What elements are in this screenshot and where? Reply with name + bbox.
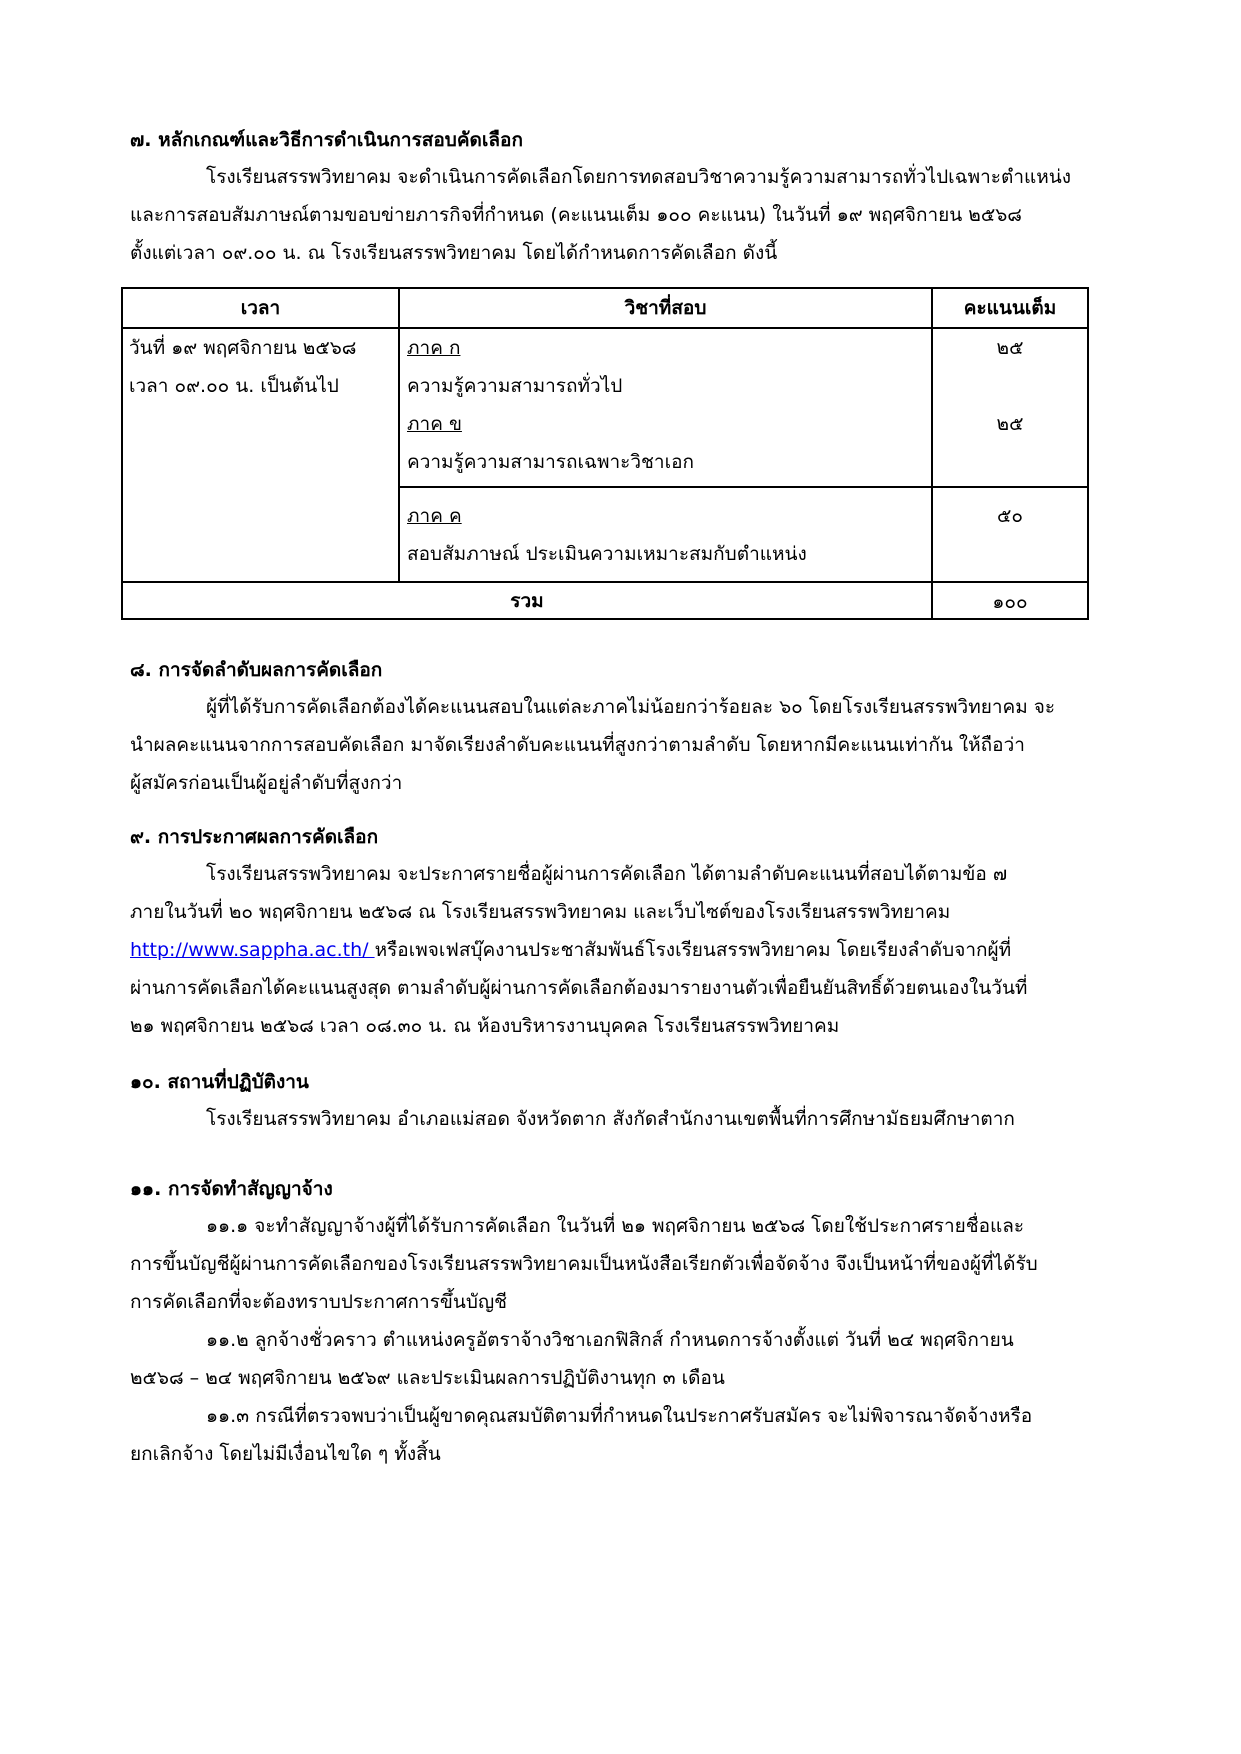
part-c-label: ภาค ค — [407, 505, 462, 527]
section-10-line: โรงเรียนสรรพวิทยาคม อำเภอแม่สอด จังหวัดตาก สังกัดสำนักงานเขตพื้นที่การศึกษามัธยมศึกษาตาก — [206, 1108, 1015, 1130]
header-time: เวลา — [240, 297, 281, 319]
part-a-score: ๒๕ — [996, 337, 1024, 359]
section-8-heading: ๘. การจัดลำดับผลการคัดเลือก — [130, 659, 383, 681]
section-7-line: และการสอบสัมภาษณ์ตามขอบข่ายภารกิจที่กำหนด (คะแนนเต็ม ๑๐๐ คะแนน) ในวันที่ ๑๙ พฤศจิกายน ๒๕๖๘ — [130, 204, 1022, 226]
section-9-line: ๒๑ พฤศจิกายน ๒๕๖๘ เวลา ๐๘.๓๐ น. ณ ห้องบริหารงานบุคคล โรงเรียนสรรพวิทยาคม — [130, 1015, 840, 1037]
section-7-body — [130, 158, 1120, 272]
exam-schedule-table — [121, 287, 1089, 620]
section-11-line: ๑๑.๑ จะทำสัญญาจ้างผู้ที่ได้รับการคัดเลือก ในวันที่ ๒๑ พฤศจิกายน ๒๕๖๘ โดยใช้ประกาศรายชื่อและ — [206, 1215, 1025, 1237]
section-11-line: ๒๕๖๘ – ๒๔ พฤศจิกายน ๒๕๖๙ และประเมินผลการปฏิบัติงานทุก ๓ เดือน — [130, 1367, 725, 1389]
exam-time: เวลา ๐๙.๐๐ น. เป็นต้นไป — [129, 375, 339, 397]
section-10-heading: ๑๐. สถานที่ปฏิบัติงาน — [130, 1071, 309, 1093]
table-border — [398, 287, 400, 583]
section-8-body — [130, 688, 1120, 802]
total-score: ๑๐๐ — [992, 591, 1028, 613]
section-11-line: การคัดเลือกที่จะต้องทราบประกาศการขึ้นบัญชี — [130, 1291, 508, 1313]
section-10-body — [130, 1100, 1120, 1138]
section-9-line: โรงเรียนสรรพวิทยาคม จะประกาศรายชื่อผู้ผ่านการคัดเลือก ได้ตามลำดับคะแนนที่สอบได้ตามข้อ ๗ — [206, 863, 1008, 885]
section-11-line: การขึ้นบัญชีผู้ผ่านการคัดเลือกของโรงเรียนสรรพวิทยาคมเป็นหนังสือเรียกตัวเพื่อจัดจ้าง จึงเป็นหน้าที่ของผู้ที่ได้รับ — [130, 1253, 1038, 1275]
section-7-line: ตั้งแต่เวลา ๐๙.๐๐ น. ณ โรงเรียนสรรพวิทยาคม โดยได้กำหนดการคัดเลือก ดังนี้ — [130, 242, 778, 264]
section-11-line: ๑๑.๓ กรณีที่ตรวจพบว่าเป็นผู้ขาดคุณสมบัติตามที่กำหนดในประกาศรับสมัคร จะไม่พิจารณาจัดจ้างหรือ — [206, 1405, 1033, 1427]
section-11-body — [130, 1207, 1120, 1473]
section-7-heading: ๗. หลักเกณฑ์และวิธีการดำเนินการสอบคัดเลือก — [130, 129, 523, 151]
part-c-score: ๕๐ — [997, 505, 1023, 527]
part-c-subject: สอบสัมภาษณ์ ประเมินความเหมาะสมกับตำแหน่ง — [407, 543, 807, 565]
table-border — [121, 287, 123, 620]
table-border — [398, 486, 1089, 488]
section-11-line: ๑๑.๒ ลูกจ้างชั่วคราว ตำแหน่งครูอัตราจ้างวิชาเอกฟิสิกส์ กำหนดการจ้างตั้งแต่ วันที่ ๒๔ พฤศจิกายน — [206, 1329, 1014, 1351]
section-9-line-text: หรือเพจเฟสบุ๊คงานประชาสัมพันธ์โรงเรียนสรรพวิทยาคม โดยเรียงลำดับจากผู้ที่ — [374, 939, 1012, 961]
part-b-label: ภาค ข — [407, 413, 462, 435]
section-9-line — [130, 931, 1120, 969]
table-border — [1087, 287, 1089, 620]
part-a-label: ภาค ก — [407, 337, 461, 359]
part-b-score: ๒๕ — [996, 413, 1024, 435]
header-full-score: คะแนนเต็ม — [963, 297, 1057, 319]
section-7-line: โรงเรียนสรรพวิทยาคม จะดำเนินการคัดเลือกโดยการทดสอบวิชาความรู้ความสามารถทั่วไปเฉพาะตำแหน่ง — [206, 166, 1072, 188]
section-9-line: ภายในวันที่ ๒๐ พฤศจิกายน ๒๕๖๘ ณ โรงเรียนสรรพวิทยาคม และเว็บไซต์ของโรงเรียนสรรพวิทยาคม — [130, 901, 951, 923]
section-8-line: นำผลคะแนนจากการสอบคัดเลือก มาจัดเรียงลำดับคะแนนที่สูงกว่าตามลำดับ โดยหากมีคะแนนเท่ากัน ให้ถือว่า — [130, 734, 1025, 756]
section-8-line: ผู้สมัครก่อนเป็นผู้อยู่ลำดับที่สูงกว่า — [130, 772, 403, 794]
total-label: รวม — [510, 590, 544, 612]
exam-date: วันที่ ๑๙ พฤศจิกายน ๒๕๖๘ — [129, 337, 357, 359]
section-9-body — [130, 855, 1120, 1045]
section-11-line: ยกเลิกจ้าง โดยไม่มีเงื่อนไขใด ๆ ทั้งสิ้น — [130, 1443, 441, 1465]
header-subject: วิชาที่สอบ — [624, 297, 707, 319]
section-9-line: ผ่านการคัดเลือกได้คะแนนสูงสุด ตามลำดับผู้ผ่านการคัดเลือกต้องมารายงานตัวเพื่อยืนยันสิทธิ์ด้วยตนเองในวันที่ — [130, 977, 1028, 999]
section-9-heading: ๙. การประกาศผลการคัดเลือก — [130, 826, 379, 848]
part-b-subject: ความรู้ความสามารถเฉพาะวิชาเอก — [407, 451, 694, 473]
section-8-line: ผู้ที่ได้รับการคัดเลือกต้องได้คะแนนสอบในแต่ละภาคไม่น้อยกว่าร้อยละ ๖๐ โดยโรงเรียนสรรพวิทยาคม จะ — [206, 696, 1056, 718]
school-website-link[interactable]: http://www.sappha.ac.th/ — [130, 939, 375, 961]
section-11-heading: ๑๑. การจัดทำสัญญาจ้าง — [130, 1178, 333, 1200]
part-a-subject: ความรู้ความสามารถทั่วไป — [407, 375, 623, 397]
